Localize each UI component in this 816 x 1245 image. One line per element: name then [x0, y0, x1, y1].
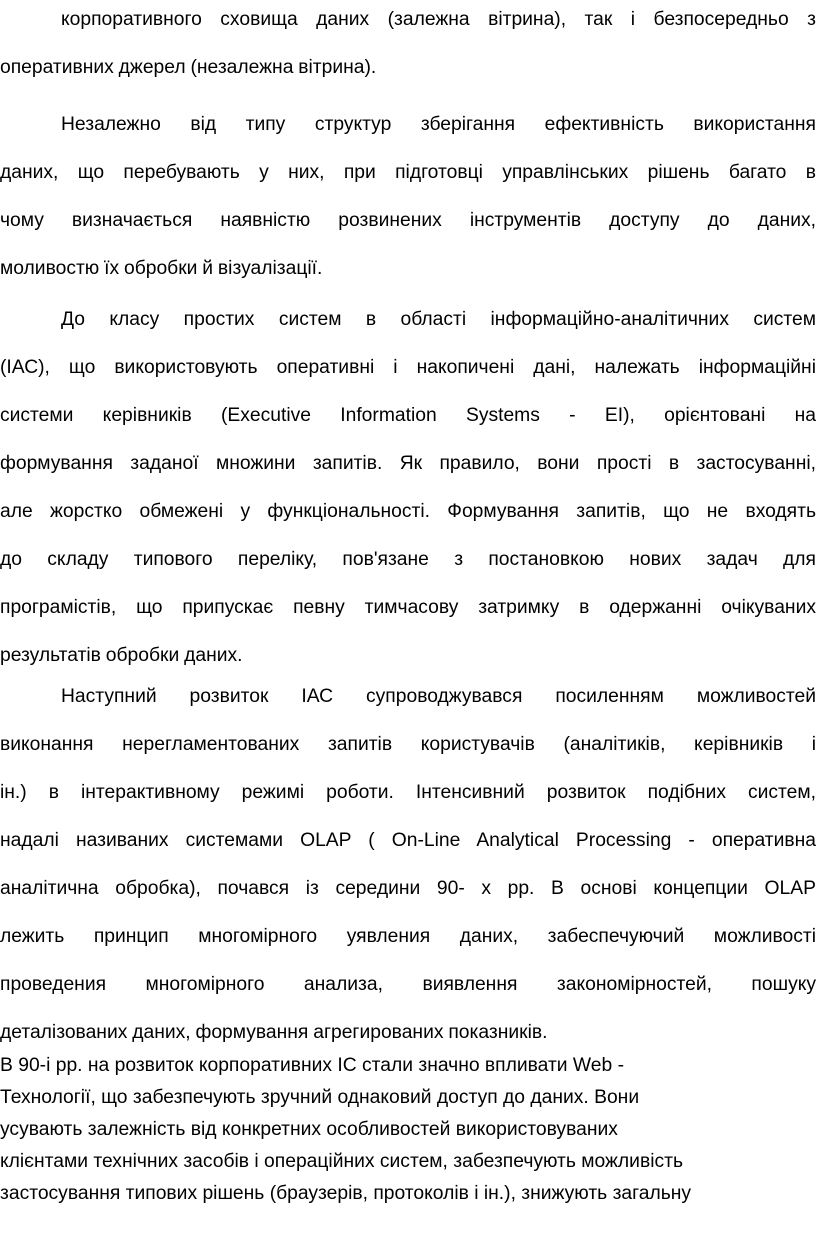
text-line: Технології, що забезпечують зручний однаковий доступ до даних. Вони	[0, 1087, 640, 1108]
text-line: (ІАС), що використовують оперативні і накопичені дані, належать інформаційні	[0, 357, 816, 378]
text-line: системи керівників (Executive Information Systems - EI), орієнтовані на	[0, 405, 816, 426]
text-line: надалі називаних системами OLAP ( On-Line Analytical Processing - оперативна	[0, 830, 816, 851]
paragraph	[0, 296, 816, 680]
text-line: Наступний розвиток ІАС супроводжувався посиленням можливостей	[61, 686, 816, 707]
text-line: моливостю їх обробки й візуалізації.	[0, 258, 323, 279]
text-line: виконання нерегламентованих запитів користувачів (аналітиків, керівників і	[0, 734, 816, 755]
text-line: оперативних джерел (незалежна вітрина).	[0, 57, 377, 78]
text-line: проведения многомірного анализа, виявлення закономірностей, пошуку	[0, 974, 816, 995]
text-line: корпоративного сховища даних (залежна вітрина), так і безпосередньо з	[61, 9, 816, 30]
paragraph-continuation	[0, 0, 816, 92]
text-line: усувають залежність від конкретних особливостей використовуваних	[0, 1119, 618, 1140]
text-line: клієнтами технічних засобів і операційних систем, забезпечують можливість	[0, 1151, 683, 1172]
text-line: але жорстко обмежені у функціональності. Формування запитів, що не входять	[0, 501, 816, 522]
text-line: деталізованих даних, формування агрегированих показників.	[0, 1022, 548, 1043]
text-line: результатів обробки даних.	[0, 645, 243, 666]
text-line: лежить принцип многомірного уявления даних, забеспечуючий можливості	[0, 926, 816, 947]
text-line: аналітична обробка), почався із середини 90- х рр. В основі концепции OLAP	[0, 878, 816, 899]
text-line: застосування типових рішень (браузерів, протоколів і ін.), знижують загальну	[0, 1183, 692, 1204]
text-line: До класу простих систем в області інформаційно-аналітичних систем	[61, 309, 816, 330]
paragraph	[0, 1050, 816, 1210]
text-line: Незалежно від типу структур зберігання ефективність використання	[61, 114, 816, 135]
text-line: В 90-і рр. на розвиток корпоративних ІС стали значно впливати Web -	[0, 1055, 624, 1076]
text-line: програмістів, що припускає певну тимчасову затримку в одержанні очікуваних	[0, 597, 816, 618]
text-line: формування заданої множини запитів. Як правило, вони прості в застосуванні,	[0, 453, 816, 474]
text-line: до складу типового переліку, пов'язане з постановкою нових задач для	[0, 549, 816, 570]
text-line: даних, що перебувають у них, при підготовці управлінських рішень багато в	[0, 162, 816, 183]
text-line: чому визначається наявністю розвинених інструментів доступу до даних,	[0, 210, 816, 231]
paragraph	[0, 673, 816, 1057]
paragraph	[0, 101, 816, 293]
text-line: ін.) в інтерактивному режимі роботи. Інтенсивний розвиток подібних систем,	[0, 782, 816, 803]
